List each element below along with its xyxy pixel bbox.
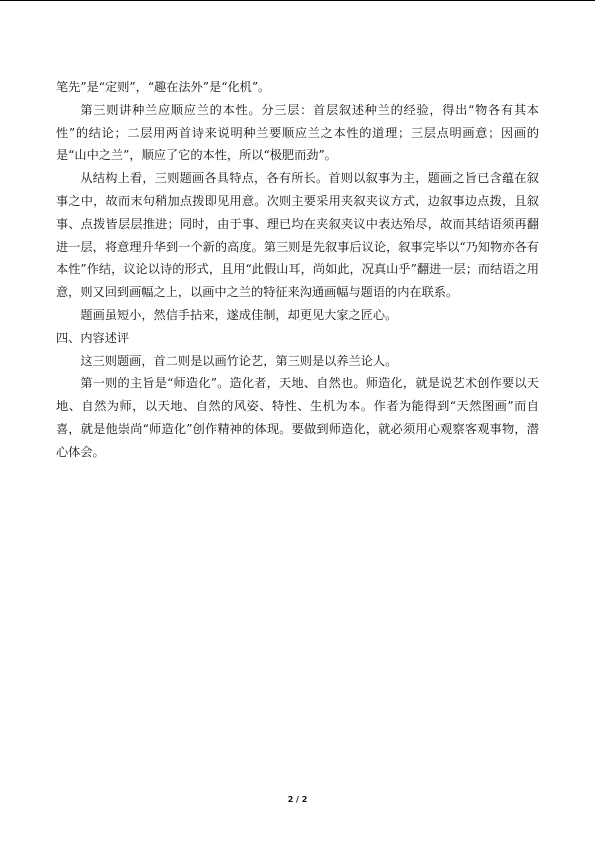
document-body xyxy=(56,76,539,464)
paragraph-review-intro: 这三则题画，首二则是以画竹论艺，第三则是以养兰论人。 xyxy=(80,353,398,368)
paragraph-summary: 题画虽短小，然信手拈来，遂成佳制，却更见大家之匠心。 xyxy=(80,307,398,322)
top-border-line xyxy=(0,0,595,1)
page-number: 2 / 2 xyxy=(287,795,308,804)
paragraph-structure: 从结构上看，三则题画各具特点，各有所长。首则以叙事为主，题画之旨已含蕴在叙事之中，故而末句稍加点拨即见用意。次则主要采用夹叙夹议方式，边叙事边点拨，且叙事、点拨皆层层推进；同时，由于事、理已均在夹叙夹议中表达殆尽，故而其结语须再翻进一层，将意理升华到一个新的高度。第三则是先叙事后议论，叙事完毕以“乃知物亦各有本性”作结，议论以诗的形式，且用“此假山耳，尚如此，况真山乎”翻进一层；而结语之用意，则又回到画幅之上，以画中之兰的特征来沟通画幅与题语的内在联系。 xyxy=(56,171,539,300)
paragraph-continuation: 笔先”是“定则”，“趣在法外”是“化机”。 xyxy=(56,80,271,94)
paragraph-review-first: 第一则的主旨是“师造化”。造化者，天地、自然也。师造化，就是说艺术创作要以天地、自然为师，以天地、自然的风姿、特性、生机为本。作者为能得到“天然图画”而自喜，就是他崇尚“师造化”创作精神的体现。要做到师造化，就必须用心观察客观事物，潜心体会。 xyxy=(56,376,539,459)
paragraph-third-rule: 第三则讲种兰应顺应兰的本性。分三层：首层叙述种兰的经验，得出“物各有其本性”的结论；二层用两首诗来说明种兰要顺应兰之本性的道理；三层点明画意；因画的是“山中之兰”，顺应了它的本性，所以“极肥而劲”。 xyxy=(56,102,539,163)
section-heading: 四、内容述评 xyxy=(56,330,130,345)
